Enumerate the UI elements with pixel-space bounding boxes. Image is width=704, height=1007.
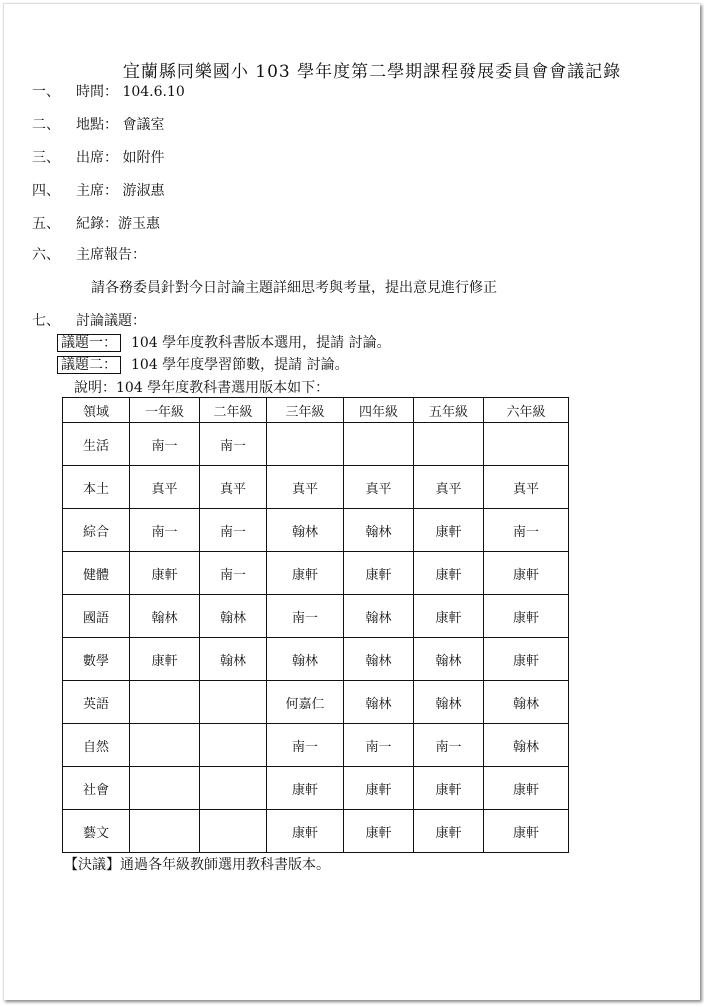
table-note: 說明：104 學年度教科書選用版本如下： — [74, 380, 330, 396]
publisher-cell — [130, 767, 200, 810]
publisher-cell: 南一 — [484, 509, 569, 552]
publisher-cell: 真平 — [267, 466, 344, 509]
topic-text: 104 學年度學習節數，提請 討論。 — [131, 357, 349, 373]
publisher-cell: 翰林 — [484, 681, 569, 724]
publisher-cell — [414, 423, 484, 466]
item-number: 七、 — [32, 313, 60, 329]
chair-report-text: 請各務委員針對今日討論主題詳細思考與考量，提出意見進行修正 — [91, 280, 497, 296]
publisher-cell: 康軒 — [344, 552, 414, 595]
item-value: 會議室 — [122, 117, 165, 133]
publisher-cell: 康軒 — [344, 810, 414, 853]
publisher-cell: 康軒 — [484, 595, 569, 638]
item-value: 104.6.10 — [122, 84, 185, 100]
subject-cell: 綜合 — [63, 509, 130, 552]
publisher-cell: 真平 — [344, 466, 414, 509]
table-row — [63, 466, 569, 509]
publisher-cell: 康軒 — [344, 767, 414, 810]
publisher-cell: 翰林 — [200, 595, 267, 638]
publisher-cell: 真平 — [484, 466, 569, 509]
publisher-cell: 南一 — [344, 724, 414, 767]
publisher-cell: 南一 — [130, 423, 200, 466]
publisher-cell: 康軒 — [267, 552, 344, 595]
publisher-cell: 康軒 — [484, 810, 569, 853]
publisher-cell: 翰林 — [267, 509, 344, 552]
publisher-cell: 翰林 — [414, 681, 484, 724]
topic-1 — [57, 332, 391, 352]
publisher-cell: 何嘉仁 — [267, 681, 344, 724]
column-header: 一年級 — [130, 398, 200, 423]
publisher-cell: 康軒 — [484, 767, 569, 810]
item-time — [32, 81, 185, 101]
item-discussion — [32, 310, 146, 330]
document-title: 宜蘭縣同樂國小 103 學年度第二學期課程發展委員會會議記錄 — [122, 62, 622, 82]
column-header: 三年級 — [267, 398, 344, 423]
publisher-cell — [130, 810, 200, 853]
subject-cell: 社會 — [63, 767, 130, 810]
item-label: 紀錄： — [76, 216, 118, 232]
textbook-table — [62, 397, 569, 853]
topic-tag: 議題二： — [57, 356, 121, 374]
item-label: 討論議題： — [76, 313, 146, 329]
publisher-cell: 康軒 — [267, 767, 344, 810]
item-chair-report — [32, 244, 146, 264]
item-value: 如附件 — [122, 150, 165, 166]
publisher-cell: 南一 — [200, 552, 267, 595]
item-location — [32, 114, 164, 134]
subject-cell: 健體 — [63, 552, 130, 595]
item-attendance — [32, 147, 164, 167]
table-row — [63, 595, 569, 638]
item-recorder — [32, 213, 160, 233]
subject-cell: 英語 — [63, 681, 130, 724]
publisher-cell: 翰林 — [484, 724, 569, 767]
subject-cell: 本土 — [63, 466, 130, 509]
column-header: 四年級 — [344, 398, 414, 423]
publisher-cell — [130, 681, 200, 724]
item-label: 主席： — [76, 183, 118, 199]
publisher-cell — [200, 724, 267, 767]
subject-cell: 數學 — [63, 638, 130, 681]
item-label: 出席： — [76, 150, 118, 166]
item-number: 四、 — [32, 183, 60, 199]
table-row — [63, 810, 569, 853]
item-chair — [32, 180, 164, 200]
subject-cell: 藝文 — [63, 810, 130, 853]
item-number: 二、 — [32, 117, 60, 133]
table-row — [63, 423, 569, 466]
publisher-cell — [200, 681, 267, 724]
item-value: 游玉惠 — [118, 216, 160, 232]
publisher-cell: 真平 — [130, 466, 200, 509]
table-row — [63, 724, 569, 767]
publisher-cell: 康軒 — [414, 509, 484, 552]
publisher-cell: 康軒 — [414, 767, 484, 810]
column-header: 五年級 — [414, 398, 484, 423]
column-header: 二年級 — [200, 398, 267, 423]
item-label: 地點： — [76, 117, 118, 133]
publisher-cell: 康軒 — [130, 552, 200, 595]
publisher-cell: 南一 — [200, 423, 267, 466]
resolution: 【決議】通過各年級教師選用教科書版本。 — [64, 857, 330, 873]
item-number: 一、 — [32, 84, 60, 100]
subject-cell: 自然 — [63, 724, 130, 767]
publisher-cell: 翰林 — [267, 638, 344, 681]
publisher-cell: 南一 — [267, 595, 344, 638]
document-page — [3, 3, 700, 1000]
publisher-cell: 康軒 — [484, 552, 569, 595]
table-row — [63, 552, 569, 595]
topic-tag: 議題一： — [57, 334, 121, 352]
publisher-cell: 康軒 — [414, 810, 484, 853]
table-header-row — [63, 398, 569, 423]
publisher-cell: 康軒 — [130, 638, 200, 681]
column-header: 六年級 — [484, 398, 569, 423]
publisher-cell: 真平 — [200, 466, 267, 509]
publisher-cell — [267, 423, 344, 466]
table-row — [63, 767, 569, 810]
publisher-cell — [130, 724, 200, 767]
publisher-cell: 康軒 — [414, 552, 484, 595]
column-header: 領域 — [63, 398, 130, 423]
item-label: 主席報告： — [76, 247, 146, 263]
publisher-cell: 翰林 — [344, 509, 414, 552]
table-row — [63, 681, 569, 724]
publisher-cell — [200, 810, 267, 853]
publisher-cell — [200, 767, 267, 810]
item-number: 六、 — [32, 247, 60, 263]
topic-text: 104 學年度教科書版本選用，提請 討論。 — [131, 335, 391, 351]
subject-cell: 國語 — [63, 595, 130, 638]
topic-2 — [57, 354, 349, 374]
subject-cell: 生活 — [63, 423, 130, 466]
publisher-cell — [484, 423, 569, 466]
publisher-cell: 翰林 — [344, 681, 414, 724]
table-row — [63, 509, 569, 552]
publisher-cell: 南一 — [267, 724, 344, 767]
publisher-cell: 翰林 — [414, 638, 484, 681]
publisher-cell: 翰林 — [200, 638, 267, 681]
publisher-cell: 康軒 — [414, 595, 484, 638]
publisher-cell: 康軒 — [267, 810, 344, 853]
item-number: 五、 — [32, 216, 60, 232]
publisher-cell: 南一 — [200, 509, 267, 552]
publisher-cell: 南一 — [414, 724, 484, 767]
publisher-cell: 康軒 — [484, 638, 569, 681]
table-body — [63, 423, 569, 853]
publisher-cell: 真平 — [414, 466, 484, 509]
publisher-cell: 翰林 — [344, 595, 414, 638]
publisher-cell: 南一 — [130, 509, 200, 552]
publisher-cell — [344, 423, 414, 466]
item-label: 時間： — [76, 84, 118, 100]
item-value: 游淑惠 — [122, 183, 165, 199]
publisher-cell: 翰林 — [130, 595, 200, 638]
publisher-cell: 翰林 — [344, 638, 414, 681]
item-number: 三、 — [32, 150, 60, 166]
table-row — [63, 638, 569, 681]
